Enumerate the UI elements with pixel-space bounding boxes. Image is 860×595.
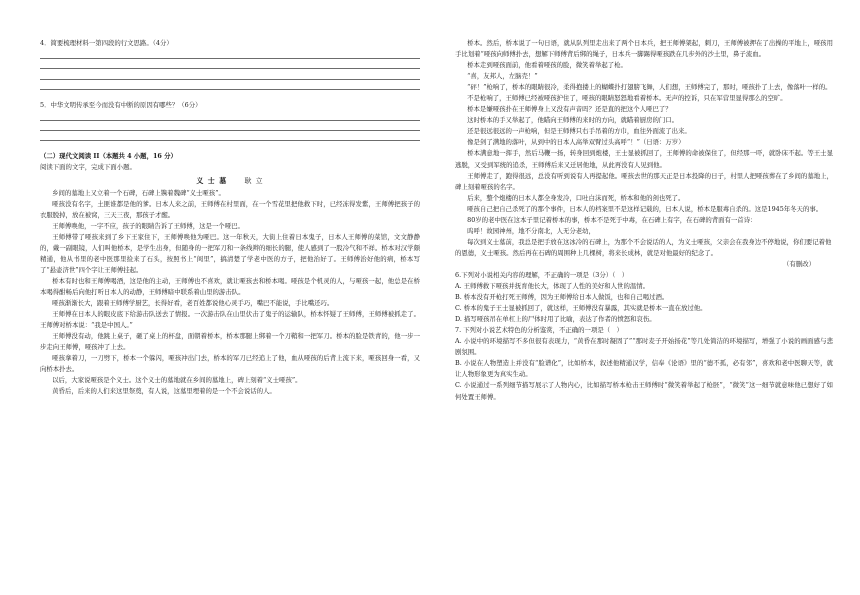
answer-lines-q4 — [40, 58, 420, 90]
edit-note: （有删改） — [783, 259, 815, 268]
answer-line — [40, 130, 420, 131]
story-body-right — [455, 38, 833, 226]
answer-option: A. 小说中的环境描写不多但很有表现力，“黄昏在那时凝固了”“那时麦子开始扬花”等几处简洁的环境描写，增强了小说的画面感与悲剧氛围。 — [455, 337, 833, 357]
story-title-line — [40, 175, 420, 187]
story-paragraph: 王师傅走了，跑得很远，总没有听到说有人再提起他。哑孩去世的那天正是日本投降的日子，村里人把哑孩葬在了乡间的墓地上，碑上刻着哑孩的名字。 — [455, 171, 833, 191]
answer-option: A. 王师傅救下哑孩并抚育他长大，体现了人性的美好和人世的温情。 — [455, 282, 650, 291]
story-paragraph: 桥本有时也和王师傅喝酒，这是他的主动，王师傅也不喜欢，就让哑孩去和桥本喝。哑孩是个机灵的人，与哑孩一起，他总是在桥本喝得酣畅后向他打听日本人的动静，王师傅暗中联系着山里的游击队。 — [40, 276, 420, 296]
story-paragraph: 像是剑了满地的落叶，从到中的日本人高举双臂过头高呼“！”（日语：万岁） — [467, 138, 685, 147]
answer-line — [40, 120, 420, 121]
story-paragraph: “砰！”枪响了，桥本的眼睛很冷，柔得抱搂上的蝴蝶扑打翅膀飞舞，人们想，王师傅完了，那时，哑孩扑了上去，像落叶一样的。 — [467, 83, 832, 92]
reading-instruction: 阅读下面的文字，完成下面小题。 — [40, 163, 136, 172]
story-paragraph: 这时桥本的手又举起了，他瞄向王师傅的来时的方向，就瞄着厨房的门口。 — [467, 116, 679, 125]
question-5: 5．中华文明传承至今而没有中断的原因有哪些？（6分） — [40, 100, 202, 109]
answer-line — [40, 79, 420, 80]
story-paragraph: 80岁的老中医在这本子里记着桥本的事，桥本不是死于中毒，在石碑上有字，在石碑的背面有一首诗： — [467, 215, 757, 224]
answer-option: D. 描写哑孩吊在单杠上的尸体时用了比喻，表达了作者的愤怒和哀伤。 — [455, 315, 656, 324]
story-title: 义 士 墓 — [196, 175, 228, 185]
story-paragraph: 哑孩拿着刀，一刀劈下，桥本一个躲闪，哑孩冲出门去，桥本的军刀已经追上了他，血从哑孩的后背上流下来，哑孩回身一看，又向桥本扑去。 — [40, 354, 420, 374]
answer-option: B. 小说在人物塑造上并没有“脸谱化”，比如桥本，叙述他精通汉学，信奉《论语》里的“德不孤，必有邻”，喜欢和老中医聊天等，就让人物形象更为真实生动。 — [455, 359, 833, 379]
story-paragraph: 不是枪响了，王师傅已经被哑孩护住了，哑孩的眼睛怒怒地看着桥本。无声的控诉，只在军营里显得那么的空旷。 — [467, 94, 787, 103]
story-paragraph: 哑孩自己把自己杀死了的那个事件，日本人的档案里不是这样记载的，日本人说，桥本是服毒自杀的。这是1945年冬天的事。 — [467, 204, 823, 213]
story-paragraph: 王师傅在日本人的眼皮底下给游击队送去了情报。一次游击队在山里伏击了鬼子的运输队，桥本怀疑了王师傅，王师傅被抓走了。王师傅对桥本说：“我是中国人。” — [40, 310, 420, 330]
story-paragraph: 黄昏后，后来的人们来这里祭奠，有人说，这墓里埋着的是一个不会说话的人。 — [52, 387, 276, 396]
answer-option: C. 小说通过一系列细节描写展示了人物内心，比如描写桥本枪击王师傅时“微笑着举起了枪胚”，“微笑”这一细节就意味他已想好了如何处置王师傅。 — [455, 381, 833, 401]
answer-option: B. 桥本没有开枪打死王师傅，因为王师傅给日本人做饭，也和自己喝过酒。 — [455, 293, 669, 302]
answer-line — [40, 89, 420, 90]
right-column — [455, 38, 833, 403]
story-paragraph: 以后，大家说哑孩是个义士。这个义士的墓地就在乡间的墓地上，碑上刻着“义士哑孩”。 — [52, 376, 302, 385]
story-paragraph: 每次到义士墓前，我总是把手放在这冰冷的石碑上，为那个不会说话的人，为义士哑孩，父亲会在我身边不停地说，你们要记着他的恩德，义士哑孩。然后再在石碑的周围种上几棵树，将来长成林，就是对他最好的纪念了。 — [455, 237, 832, 257]
story-paragraph: 乡间的墓地上又立着一个石碑，石碑上镌着魏碑“义士哑孩”。 — [52, 188, 225, 197]
story-paragraph: 桥本。然后，桥本说了一句日语，就从队列里走出来了两个日本兵，把王师傅架起，刺刀，王师傅被押在了出操的平地上，哑孩用手比划着“哑孩向师傅扑去，想解下师傅背后绑的绳子，日本兵一脚踢得哑孩跌在几步外的沙土里，鼻子流血。 — [455, 39, 833, 59]
answer-line — [40, 140, 420, 141]
question-4: 4．简要梳理材料一第四段的行文思路。（4分） — [40, 39, 173, 47]
story-paragraph: 桥本满意地一挥手，然后马鞭一扬，转身回到炮楼，王士显被抓回了，王师傅的命被保住了，但经那一吓，就卧床不起。等王士显逃脱，又受到军统的追杀，王师傅后来又迁居他地，从此再没有人见到他。 — [455, 149, 833, 169]
story-paragraph: 还是很远很远的一声枪响，但是王师傅只右手吊着的方巾，血往外面流了出来。 — [467, 127, 691, 136]
story-author: 耿 立 — [244, 176, 264, 185]
story-paragraph: 桥本是嫌哑孩扑在王师傅身上又没有声音吗？还是直的把这个人哑巴了？ — [467, 105, 672, 114]
story-paragraph: 桥本走到哑孩面前，他看着哑孩的脸，微笑着举起了枪。 — [467, 61, 627, 70]
story-paragraph: 王师傅没有动，他跳上桌子，砸了桌上的杯盘，面朝着桥本，桥本那腿上绑着一个刀鞘和一把军刀。桥本的脸是铁青的，他一步一步走向王师傅，哑孩冲了上去。 — [40, 332, 420, 352]
story-paragraph: 王师傅带了哑孩来到了乡下王家住下，王师傅唤他为哑巴。这一年秋天，大街上住着日本鬼子，日本人王师傅的菜馆，文文静静的，戴一副眼镜，人们叫他桥本，是学生出身，但随身的一把军刀和一条线辫的细长的腿，使人感到了一股冷气和不祥。桥本对汉学颇精通，他从书里的老中医那里捡来了石头，按照书上“闺里”，搞清楚了学老中医的方子，把他治好了。王师傅治好他的病，桥本写了“悬壶济世”四个字让王师傅挂起。 — [40, 232, 420, 274]
poem-block — [455, 226, 833, 259]
story-paragraph: “喜，友邦人，左脑壳！” — [467, 72, 538, 81]
question-stem: 7. 下列对小说艺术特色的分析鉴赏，不正确的一项是（ ） — [455, 326, 623, 335]
story-paragraph: 后来，整个炮楼的日本人都全身发冷，口吐白沫而死，桥本和他的剑也死了。 — [467, 193, 685, 202]
answer-option: C. 桥本的鬼子王士显被抓回了，就这样，王师傅没有暴露，其实就是桥本一直在放过他。 — [455, 304, 707, 313]
story-body-left — [40, 188, 420, 398]
story-paragraph: 王师傅唤他，一字不应，孩子的眼睛告诉了王师傅，这是一个哑巴。 — [52, 221, 244, 230]
answer-lines-q5 — [40, 120, 420, 141]
question-stem: 6.下列对小说相关内容的理解，不正确的一项是（3分）（ ） — [455, 270, 629, 279]
story-paragraph: 哑孩渐渐长大，跟着王师傅学厨艺，长得好看，老百姓都说他心灵手巧，嘴巴不能说，手比嘴还巧。 — [52, 299, 334, 308]
question-list — [455, 270, 833, 403]
story-paragraph: 呜呼！故园神州，地不分南北，人无分老幼， — [467, 226, 595, 235]
answer-line — [40, 68, 420, 69]
story-paragraph: 哑孩没有名字，土匪谁都是他的爹。日本人来之前，王师傅在村里面，在一个雪花里把他救下时，已经冻得发紫，王师傅把孩子的衣服脱掉，放在被窝，三天三夜，那孩子才醒。 — [40, 199, 420, 219]
section-heading: （二）现代文阅读 II（本题共 4 小题，16 分） — [40, 152, 177, 161]
left-column — [40, 38, 420, 397]
answer-line — [40, 58, 420, 59]
